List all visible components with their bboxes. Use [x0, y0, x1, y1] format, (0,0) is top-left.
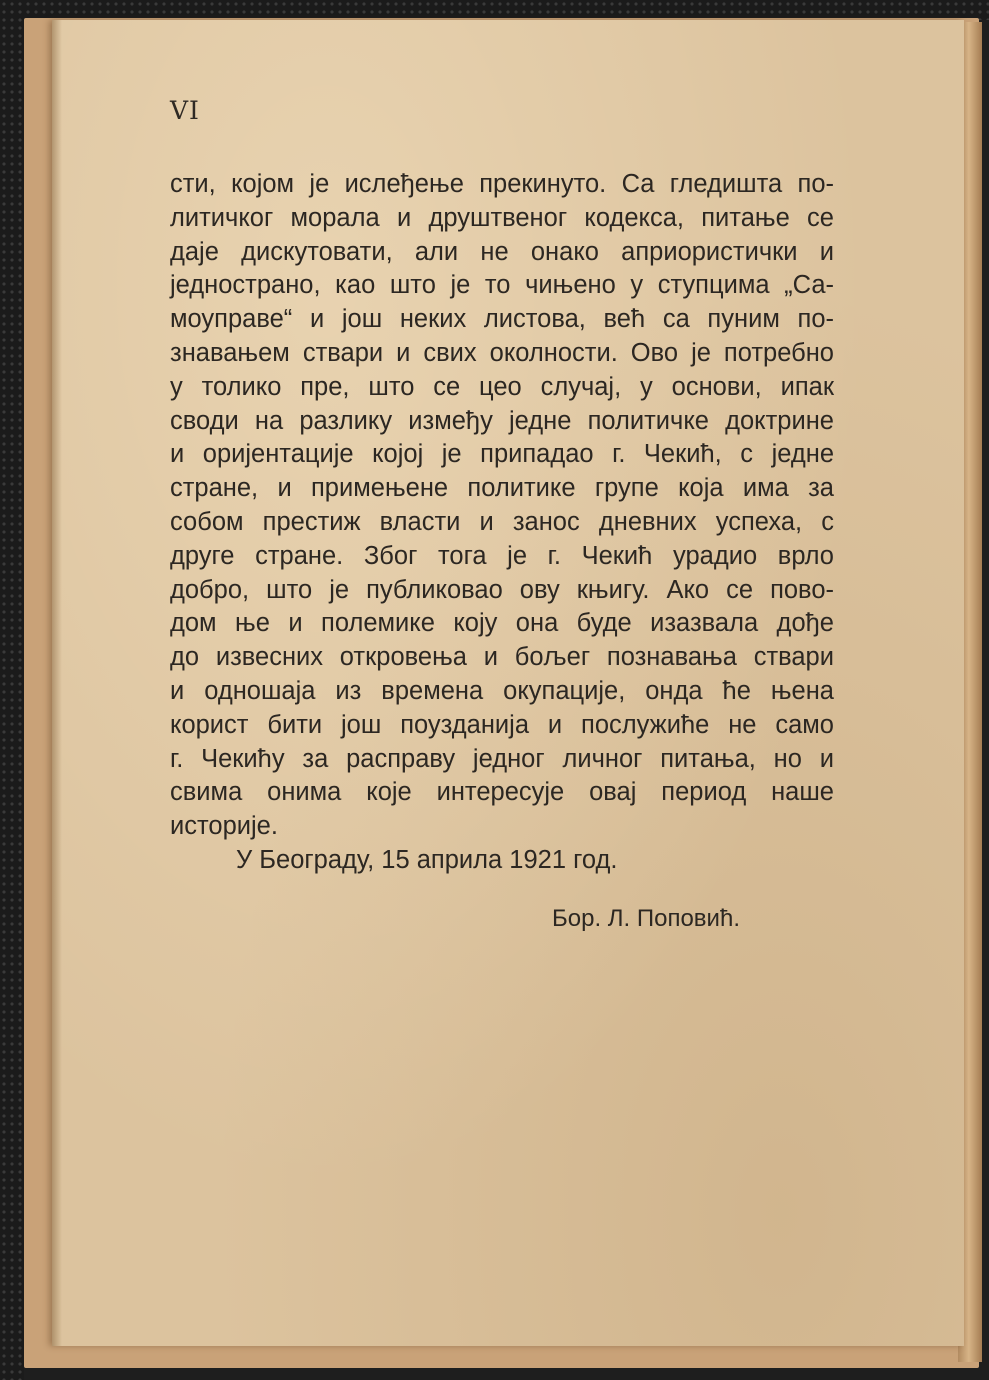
text-line: свима онима које интересује овај период наше — [170, 778, 834, 807]
text-line: г. Чекићу за расправу једног личног питања, но и — [170, 744, 834, 773]
scanner-border-top — [0, 0, 989, 20]
text-line: стране, и примењене политике групе која има за — [170, 474, 834, 503]
text-line: корист бити још поузданија и послужиће не само — [170, 710, 834, 739]
author-signature: Бор. Л. Поповић. — [552, 905, 740, 932]
scanner-border-left — [0, 0, 24, 1380]
text-line: своди на разлику између једне политичке доктрине — [170, 406, 834, 435]
text-line: знавањем ствари и свих околности. Ово је потребно — [170, 338, 834, 367]
page-number: VI — [170, 96, 200, 125]
text-line: сти, којом је ислеђење прекинуто. Са гледишта по- — [170, 170, 834, 198]
text-line: литичког морала и друштвеног кодекса, питање се — [170, 203, 834, 232]
text-line: до извесних открoвења и бољег познавања ствари — [170, 643, 834, 672]
page-binding-shadow — [52, 20, 62, 1346]
text-line: друге стране. Због тога је г. Чекић урадио врло — [170, 541, 834, 570]
text-line: једнострано, као што је то чињено у ступцима „Са- — [170, 271, 834, 300]
text-line: у толико пре, што се цео случај, у основи, ипак — [170, 372, 834, 401]
body-paragraph — [170, 168, 834, 844]
text-line: даје дискутовати, али не онако априористички и — [170, 237, 834, 266]
text-line: моуправе“ и још неких листова, већ са пуним по- — [170, 305, 834, 334]
dateline: У Београду, 15 априла 1921 год. — [236, 846, 618, 874]
text-line: дом ње и полемике коју она буде изазвала дође — [170, 609, 834, 638]
text-line: добро, што је публиковао ову књигу. Ако се пово- — [170, 575, 834, 604]
text-line: и одношаја из времена окупације, онда ће њена — [170, 676, 834, 705]
text-line: и оријентације којој је припадао г. Чекић, с једне — [170, 440, 834, 469]
text-line: историје. — [170, 812, 278, 841]
text-line: собом престиж власти и занос дневних успеха, с — [170, 507, 834, 536]
